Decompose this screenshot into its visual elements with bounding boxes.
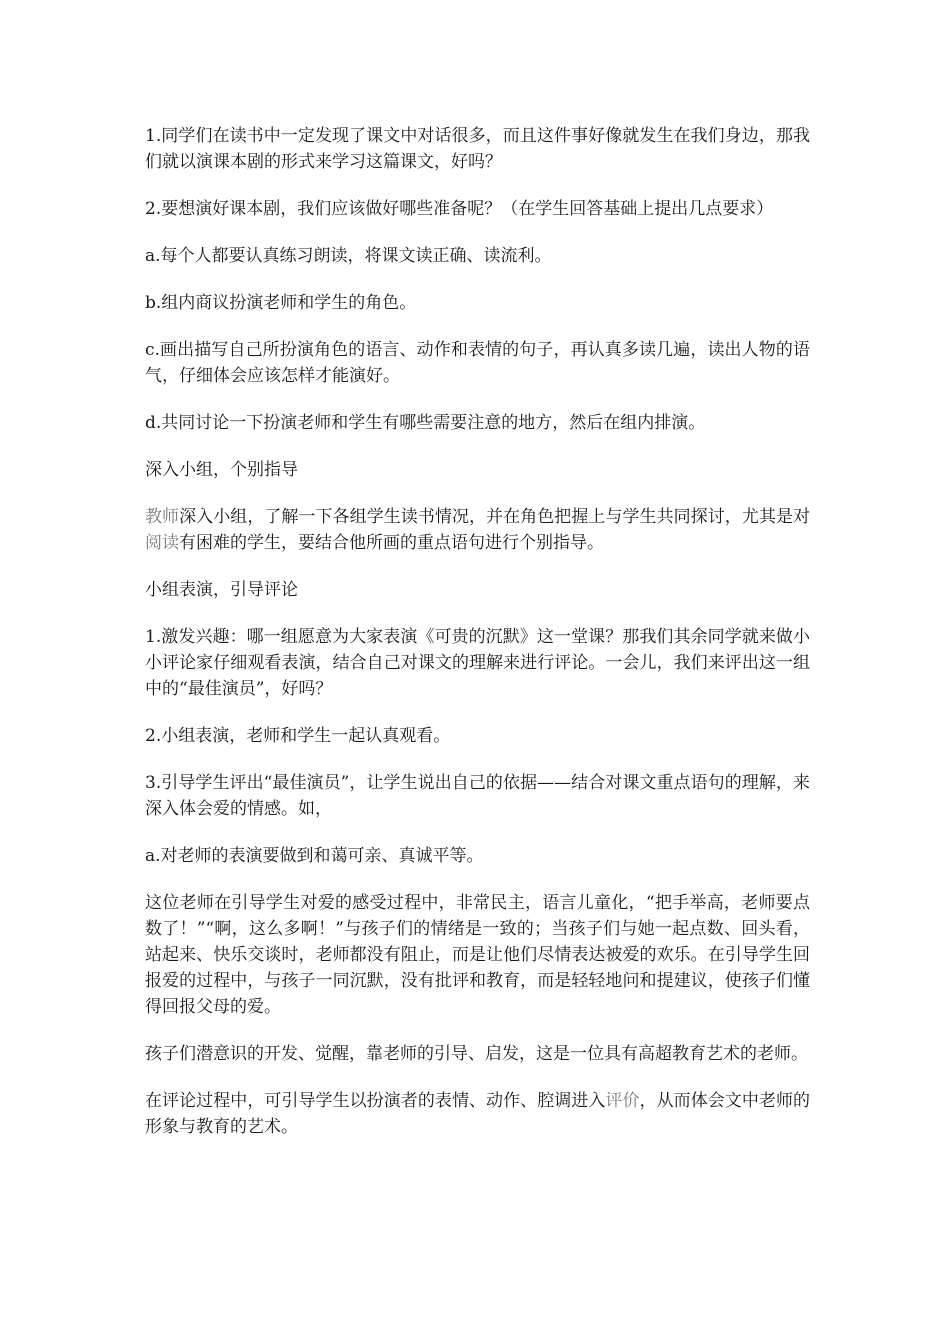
paragraph-text: 这位老师在引导学生对爱的感受过程中，非常民主，语言儿童化，“把手举高，老师要点数了！”“啊，这么多啊！”与孩子们的情绪是一致的；当孩子们与她一起点数、回头看，站起来、快乐交谈时，老师都没有阻止，而是让他们尽情表达被爱的欢乐。在引导学生回报爱的过程中，与孩子一同沉默，没有批评和教育，而是轻轻地问和提建议，使孩子们懂得回报父母的爱。 — [145, 893, 810, 1017]
paragraph-14 — [145, 890, 810, 1020]
document-body — [145, 123, 810, 1161]
paragraph-text: d.共同讨论一下扮演老师和学生有哪些需要注意的地方，然后在组内排演。 — [145, 413, 706, 433]
paragraph-12 — [145, 770, 810, 822]
heading-text: 小组表演，引导评论 — [145, 580, 298, 600]
paragraph-4 — [145, 290, 810, 316]
paragraph-2 — [145, 196, 810, 222]
heading-text: 深入小组，个别指导 — [145, 460, 298, 480]
paragraph-5 — [145, 337, 810, 389]
paragraph-text: 1.激发兴趣：哪一组愿意为大家表演《可贵的沉默》这一堂课？那我们其余同学就来做小小评论家仔细观看表演，结合自己对课文的理解来进行评论。一会儿，我们来评出这一组中的“最佳演员”，好吗？ — [145, 627, 810, 699]
keyword-link-teacher[interactable]: 教师 — [145, 507, 180, 527]
paragraph-10 — [145, 624, 810, 702]
paragraph-text: 有困难的学生，要结合他所画的重点语句进行个别指导。 — [179, 533, 604, 553]
paragraph-1 — [145, 123, 810, 175]
paragraph-text: b.组内商议扮演老师和学生的角色。 — [145, 293, 417, 313]
paragraph-text: c.画出描写自己所扮演角色的语言、动作和表情的句子，再认真多读几遍，读出人物的语气，仔细体会应该怎样才能演好。 — [145, 340, 810, 386]
paragraph-text: 深入小组，了解一下各组学生读书情况，并在角色把握上与学生共同探讨，尤其是对 — [179, 507, 811, 527]
paragraph-8 — [145, 504, 810, 556]
paragraph-text: 孩子们潜意识的开发、觉醒，靠老师的引导、启发，这是一位具有高超教育艺术的老师。 — [145, 1044, 808, 1064]
section-heading-group-guidance — [145, 457, 810, 483]
keyword-link-reading[interactable]: 阅读 — [145, 533, 179, 553]
paragraph-text: ，从而体会文中老师的形象与教育的艺术。 — [145, 1091, 811, 1137]
paragraph-11 — [145, 723, 810, 749]
keyword-link-evaluation[interactable]: 评价 — [605, 1091, 640, 1111]
paragraph-13 — [145, 843, 810, 869]
paragraph-6 — [145, 410, 810, 436]
paragraph-15 — [145, 1041, 810, 1067]
section-heading-group-performance — [145, 577, 810, 603]
paragraph-text: a.每个人都要认真练习朗读，将课文读正确、读流利。 — [145, 246, 552, 266]
paragraph-3 — [145, 243, 810, 269]
paragraph-text: 在评论过程中，可引导学生以扮演者的表情、动作、腔调进入 — [145, 1091, 606, 1111]
paragraph-text: 3.引导学生评出“最佳演员”，让学生说出自己的依据——结合对课文重点语句的理解，来深入体会爱的情感。如， — [145, 773, 810, 819]
paragraph-16 — [145, 1088, 810, 1140]
paragraph-text: 2.要想演好课本剧，我们应该做好哪些准备呢？（在学生回答基础上提出几点要求） — [145, 199, 774, 219]
paragraph-text: 1.同学们在读书中一定发现了课文中对话很多，而且这件事好像就发生在我们身边，那我们就以演课本剧的形式来学习这篇课文，好吗？ — [145, 126, 810, 172]
paragraph-text: a.对老师的表演要做到和蔼可亲、真诚平等。 — [145, 846, 484, 866]
paragraph-text: 2.小组表演，老师和学生一起认真观看。 — [145, 726, 451, 746]
